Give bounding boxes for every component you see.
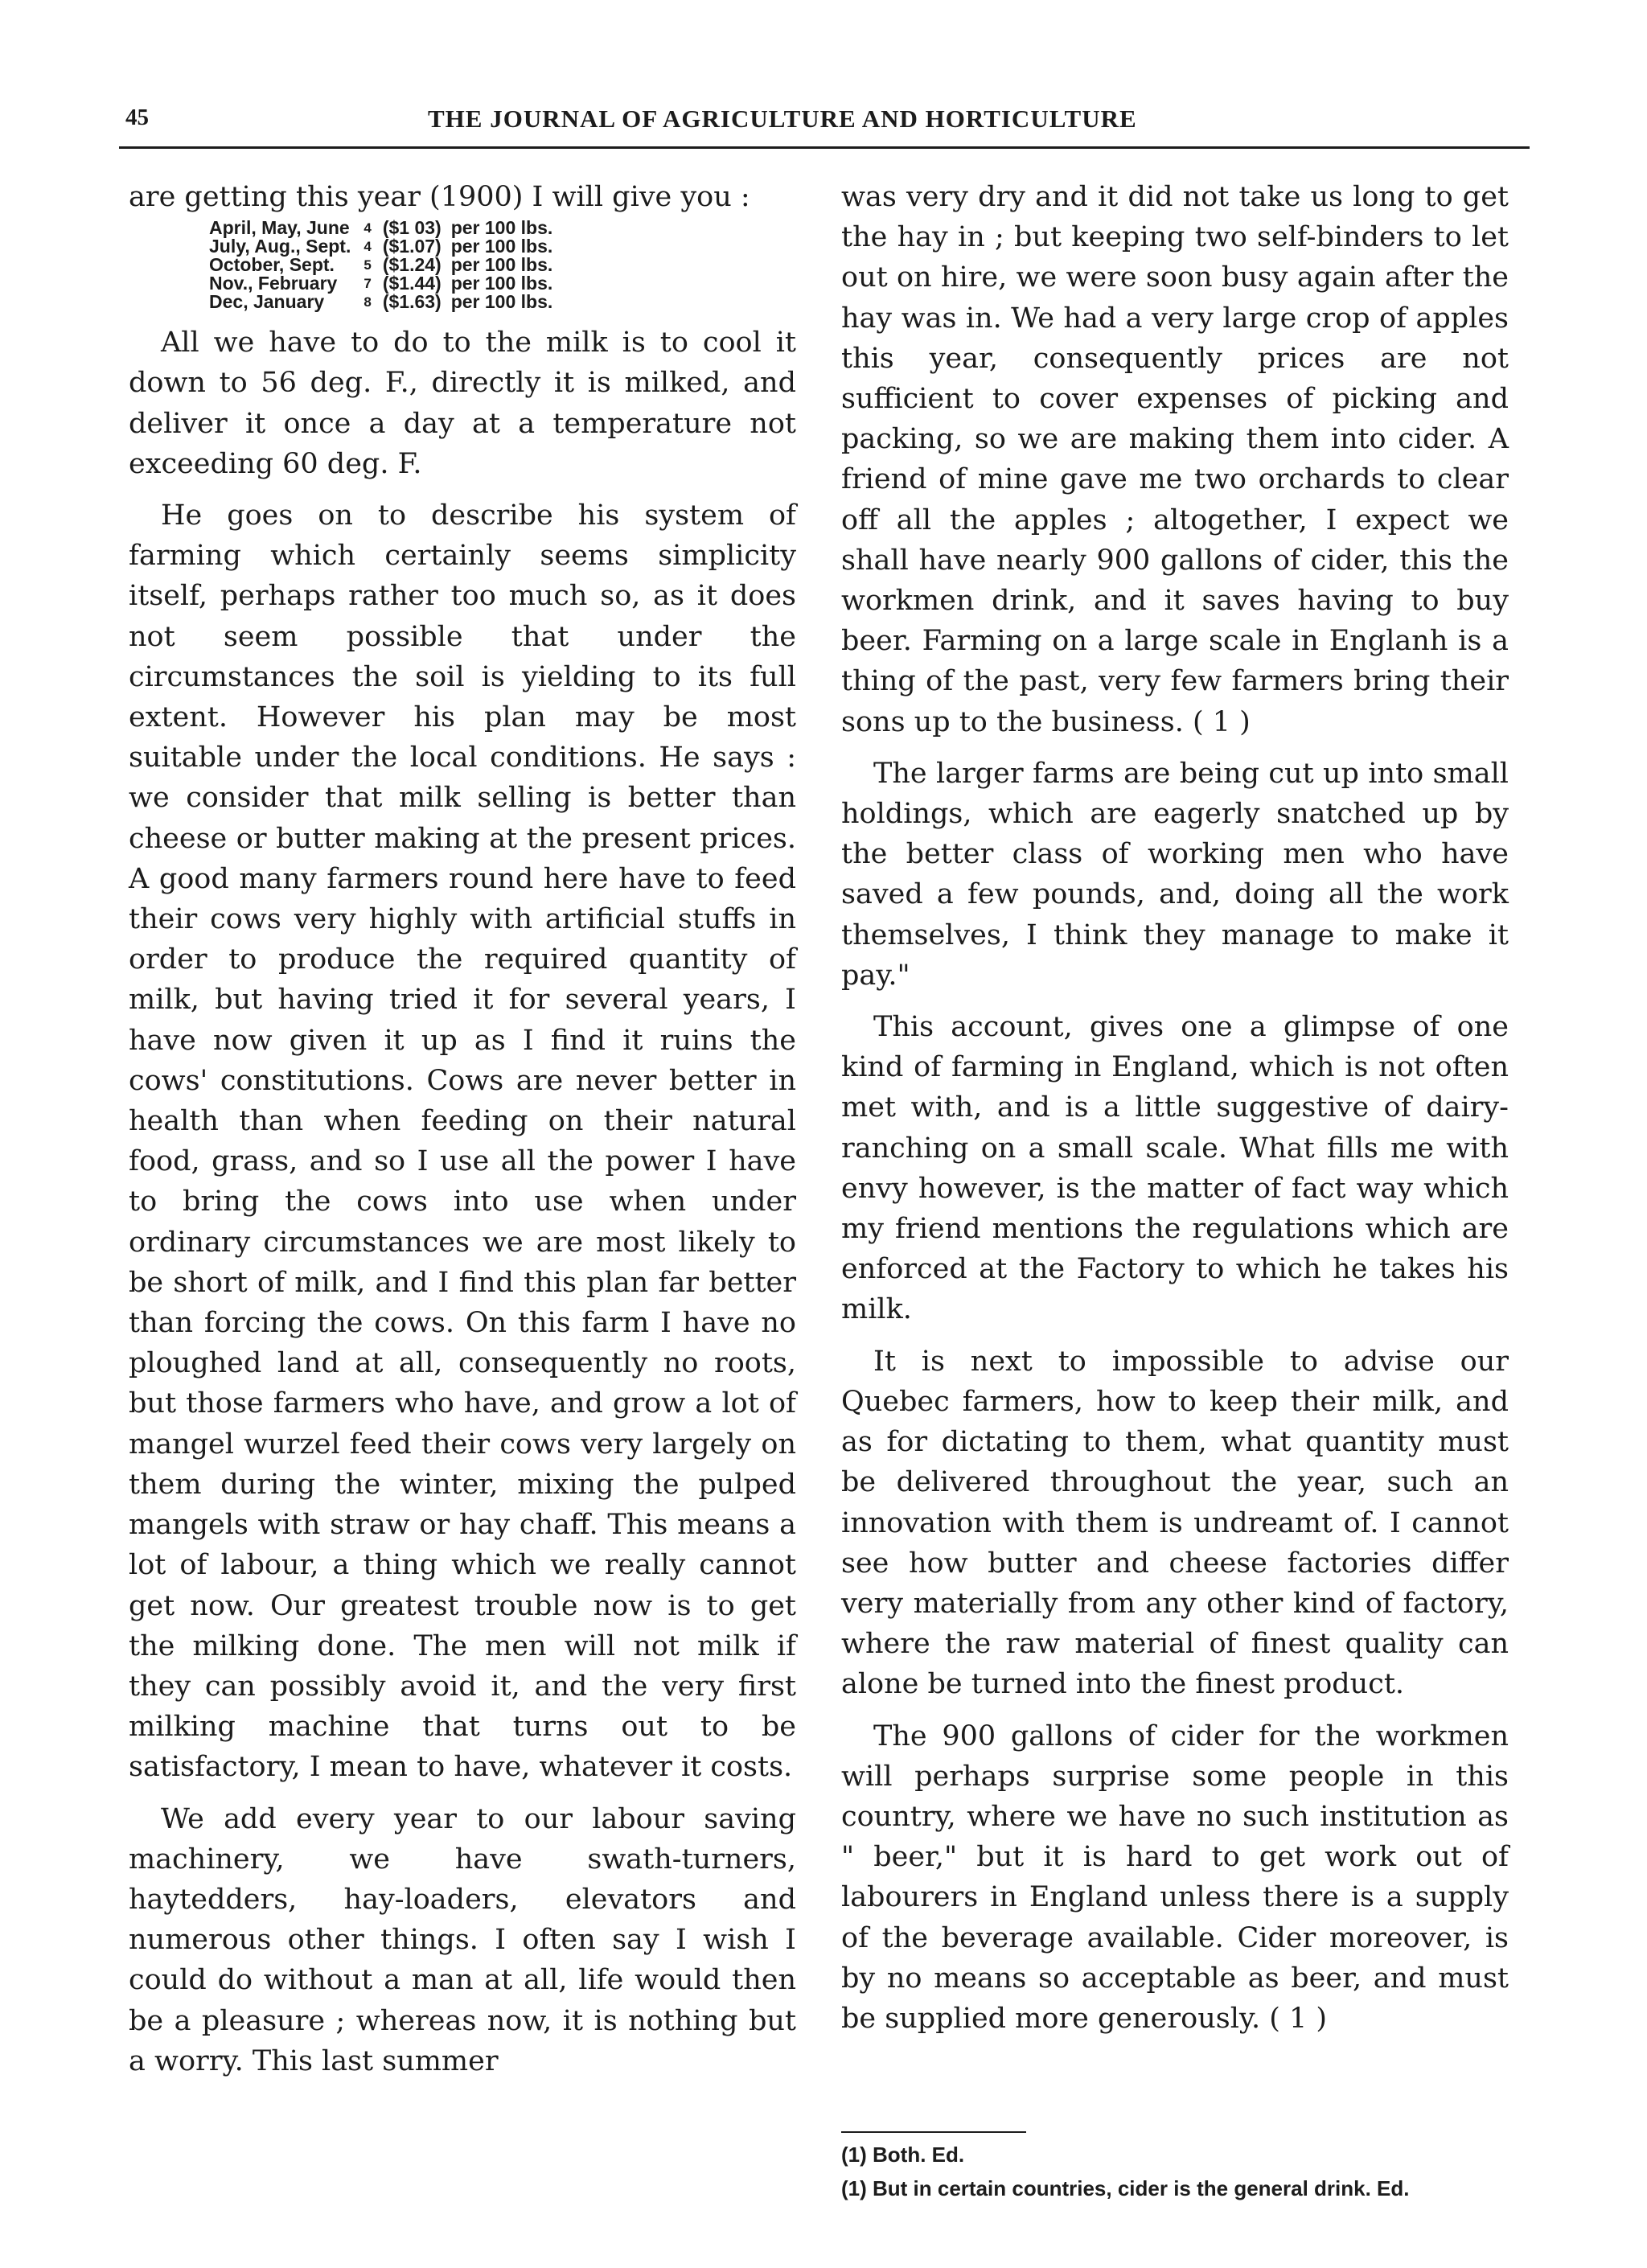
footnote-divider	[841, 2131, 1026, 2133]
price-row	[209, 274, 562, 293]
price-months: Nov., February	[209, 273, 338, 294]
price-unit: per 100 lbs.	[450, 291, 553, 313]
price-unit: per 100 lbs.	[450, 217, 553, 239]
price-months: October, Sept.	[209, 254, 335, 276]
price-fraction: 8	[363, 294, 372, 310]
paragraph: This account, gives one a glimpse of one kind of farming in England, which is not often met with, and is a little suggestive of dairy-ranching on a small scale. What fills me with envy however, is the matter of fact way which my friend mentions the regulations which are enforced at the Factory to which he takes his milk.	[841, 1011, 1509, 1326]
page-number: 45	[125, 105, 149, 130]
footnote: (1) But in certain countries, cider is the general drink. Ed.	[841, 2176, 1410, 2200]
paragraph: It is next to impossible to advise our Quebec farmers, how to keep their milk, and as for dictating to them, what quantity must be delivered throughout the year, such an innovation with them is undreamt of. I cannot see how butter and cheese factories differ very materially from any other kind of factory, where the raw material of finest quality can alone be turned into the finest product.	[841, 1345, 1509, 1701]
footnote: (1) Both. Ed.	[841, 2143, 965, 2167]
paragraph-intro: are getting this year (1900) I will give you :	[129, 181, 750, 213]
price-row	[209, 237, 562, 256]
price-value: ($1.44)	[382, 273, 442, 294]
paragraph: The larger farms are being cut up into small holdings, which are eagerly snatched up by the better class of working men who have saved a few pounds, and, doing all the work themselves, I think they manage to make it pay."	[841, 757, 1509, 992]
left-column	[129, 177, 796, 2081]
price-months: Dec, January	[209, 291, 325, 313]
paragraph: We add every year to our labour saving machinery, we have swath-turners, haytedders, hay-loaders, elevators and numerous other things. I often say I wish I could do without a man at all, life would then be a pleasure ; whereas now, it is nothing but a worry. This last summer	[129, 1802, 796, 2077]
price-fraction: 7	[363, 276, 372, 292]
milk-price-table	[209, 219, 562, 311]
price-row	[209, 256, 562, 274]
price-unit: per 100 lbs.	[450, 254, 553, 276]
footnotes	[841, 2131, 1533, 2210]
paragraph: was very dry and it did not take us long to get the hay in ; but keeping two self-binders to let out on hire, we were soon busy again after the hay was in. We had a very large crop of apples this year, consequently prices are not sufficient to cover expenses of picking and packing, so we are making them into cider. A friend of mine gave me two orchards to clear off all the apples ; altogether, I expect we shall have nearly 900 gallons of cider, this the workmen drink, and it saves having to buy beer. Farming on a large scale in Englanh is a thing of the past, very few farmers bring their sons up to the business. ( 1 )	[841, 181, 1509, 738]
price-months: July, Aug., Sept.	[209, 236, 351, 257]
right-column	[841, 177, 1509, 2039]
paragraph: He goes on to describe his system of farming which certainly seems simplicity itself, perhaps rather too much so, as it does not seem possible that under the circumstances the soil is yielding to its full extent. However his plan may be most suitable under the local conditions. He says : we consider that milk selling is better than cheese or butter making at the present prices. A good many farmers round here have to feed their cows very highly with artificial stuffs in order to produce the required quantity of milk, but having tried it for several years, I have now given it up as I find it ruins the cows' constitutions. Cows are never better in health than when feeding on their natural food, grass, and so I use all the power I have to bring the cows into use when under ordinary circumstances we are most likely to be short of milk, and I find this plan far better than forcing the cows. On this farm I have no ploughed land at all, consequently no roots, but those farmers who have, and grow a lot of mangel wurzel feed their cows very largely on them during the winter, mixing the pulped mangels with straw or hay chaff. This means a lot of labour, a thing which we really cannot get now. Our greatest trouble now is to get the milking done. The men will not milk if they can possibly avoid it, and the very first milking machine that turns out to be satisfactory, I mean to have, whatever it costs.	[129, 499, 796, 1784]
price-unit: per 100 lbs.	[450, 236, 553, 257]
price-value: ($1.63)	[382, 291, 442, 313]
paragraph: The 900 gallons of cider for the workmen will perhaps surprise some people in this country, where we have no such institution as " beer," but it is hard to get work out of labourers in England unless there is a supply of the beverage available. Cider moreover, is by no means so acceptable as beer, and must be supplied more generously. ( 1 )	[841, 1719, 1509, 2035]
price-fraction: 5	[363, 257, 372, 273]
price-unit: per 100 lbs.	[450, 273, 553, 294]
running-title: THE JOURNAL OF AGRICULTURE AND HORTICULTURE	[428, 105, 1137, 133]
paragraph: All we have to do to the milk is to cool it down to 56 deg. F., directly it is milked, and deliver it once a day at a temperature not exceeding 60 deg. F.	[129, 327, 796, 480]
price-fraction: 4	[363, 239, 372, 255]
price-row	[209, 219, 562, 237]
price-value: ($1 03)	[382, 217, 442, 239]
price-months: April, May, June	[209, 217, 350, 239]
price-value: ($1.24)	[382, 254, 442, 276]
page-header	[119, 98, 1530, 149]
price-value: ($1.07)	[382, 236, 442, 257]
price-fraction: 4	[363, 220, 372, 236]
price-row	[209, 293, 562, 311]
